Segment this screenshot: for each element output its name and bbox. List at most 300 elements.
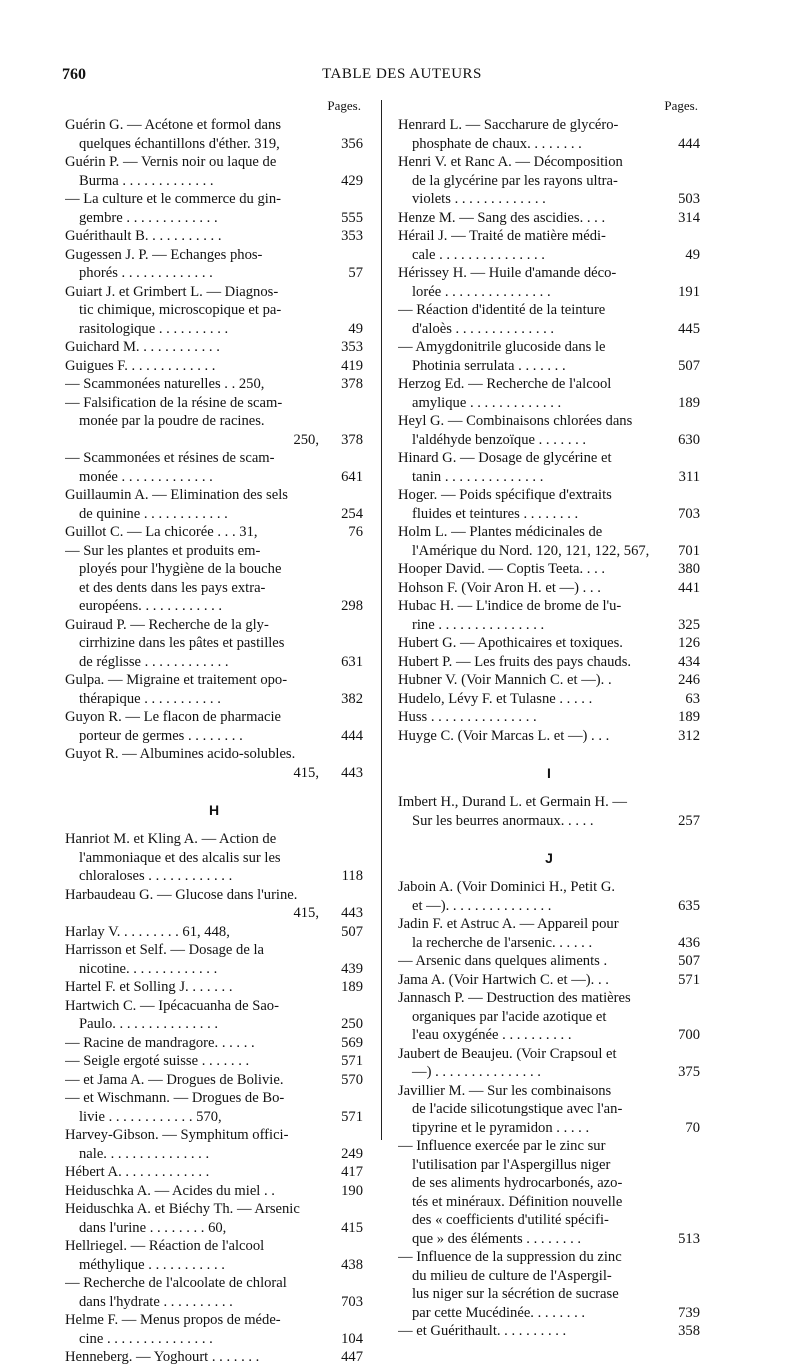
entry-text <box>65 394 323 450</box>
entry-line: — Sur les plantes et produits em- <box>65 542 261 559</box>
entry-line: — Recherche de l'alcoolate de chloral <box>65 1275 287 1291</box>
entries-i <box>398 793 700 830</box>
entry-page-number: 375 <box>678 1064 700 1080</box>
entry-page-number: 70 <box>685 1119 700 1136</box>
entry-line: l'utilisation par l'Aspergillus niger <box>412 1156 611 1173</box>
index-entry <box>65 997 363 1034</box>
entry-text <box>398 579 660 598</box>
entry-page-number: 49 <box>348 320 363 337</box>
entry-page-number: 189 <box>678 394 700 411</box>
entry-text <box>65 997 323 1034</box>
entry-text <box>65 523 323 542</box>
entry-line: monée par la poudre de racines. <box>79 413 265 429</box>
entry-page-number: 571 <box>341 1108 363 1125</box>
index-entry <box>65 1311 363 1348</box>
index-entry <box>65 1182 363 1201</box>
entry-page-number: 641 <box>341 468 363 485</box>
entry-text <box>65 1163 323 1182</box>
index-entry <box>65 338 363 357</box>
entry-text <box>398 671 660 690</box>
entry-line: Harrisson et Self. — Dosage de la <box>65 942 264 958</box>
entry-page-number: 353 <box>341 228 363 244</box>
entry-text <box>65 671 323 708</box>
entry-page-number: 250 <box>341 1016 363 1032</box>
index-entry <box>398 793 700 830</box>
entry-line: Hanriot M. et Kling A. — Action de <box>65 831 277 847</box>
entry-line: d'aloès . . . . . . . . . . . . . . <box>412 320 555 337</box>
entry-line: Jaboin A. (Voir Dominici H., Petit G. <box>398 879 616 895</box>
index-entry <box>65 357 363 376</box>
index-entry <box>65 886 363 923</box>
entry-page-number: 444 <box>341 727 363 744</box>
entry-line: Guérin P. — Vernis noir ou laque de <box>65 154 277 170</box>
entry-page-number: 76 <box>348 524 363 540</box>
entry-text <box>398 560 660 579</box>
index-entry <box>398 486 700 523</box>
entry-page-number: 382 <box>341 690 363 707</box>
entry-text <box>398 301 660 338</box>
entry-line: Hoger. — Poids spécifique d'extraits <box>398 487 612 503</box>
entry-line: fluides et teintures . . . . . . . . <box>412 505 579 522</box>
section-letter-j: J <box>545 850 553 866</box>
entry-text <box>398 449 660 486</box>
entry-text <box>65 1237 323 1274</box>
entry-text <box>65 1071 323 1090</box>
entry-line: tanin . . . . . . . . . . . . . . <box>412 468 544 485</box>
entry-line: — Arsenic dans quelques aliments . <box>398 953 608 969</box>
entry-line: — La culture et le commerce du gin- <box>65 191 281 207</box>
index-entry <box>398 449 700 486</box>
entry-line: Henze M. — Sang des ascidies. . . . <box>398 209 606 226</box>
entry-line: Herzog Ed. — Recherche de l'alcool <box>398 376 612 392</box>
index-entry <box>398 653 700 672</box>
index-entry <box>398 971 700 990</box>
entry-line: tés et minéraux. Définition nouvelle <box>412 1193 623 1210</box>
entry-page-number: 445 <box>678 320 700 337</box>
entry-line: Hubac H. — L'indice de brome de l'u- <box>398 598 622 614</box>
entry-page-number: 630 <box>678 431 700 448</box>
index-entry <box>65 1274 363 1311</box>
entry-text <box>65 1348 323 1367</box>
entry-text <box>65 486 323 523</box>
entry-page-number: 417 <box>341 1164 363 1180</box>
entry-page-number: 503 <box>678 191 700 207</box>
entry-line: Henneberg. — Yoghourt . . . . . . . <box>65 1349 260 1365</box>
entry-line: Heyl G. — Combinaisons chlorées dans <box>398 413 633 429</box>
entry-line: nale. . . . . . . . . . . . . . . <box>79 1145 210 1162</box>
entry-line: Heiduschka A. et Biéchy Th. — Arsenic <box>65 1201 300 1217</box>
column-divider <box>381 100 382 1140</box>
entry-page-number: 570 <box>341 1071 363 1088</box>
entry-line: Jama A. (Voir Hartwich C. et —). . . <box>398 971 609 988</box>
entry-line: — et Jama A. — Drogues de Bolivie. <box>65 1071 284 1088</box>
index-entry <box>398 579 700 598</box>
entry-text <box>398 653 660 672</box>
index-entry <box>398 1248 700 1322</box>
entry-line: — Réaction d'identité de la teinture <box>398 302 606 318</box>
index-entry <box>398 560 700 579</box>
entry-line: Guillot C. — La chicorée . . . 31, <box>65 524 258 540</box>
entry-text <box>398 1082 660 1138</box>
entry-line: rasitologique . . . . . . . . . . <box>79 320 229 337</box>
index-entry <box>65 941 363 978</box>
entry-text <box>398 227 660 264</box>
entry-text <box>398 727 660 746</box>
entry-page-number: 439 <box>341 960 363 977</box>
entry-line: Javillier M. — Sur les combinaisons <box>398 1082 612 1099</box>
entry-line: Imbert H., Durand L. et Germain H. — <box>398 794 627 810</box>
entry-text <box>65 745 323 782</box>
index-entry <box>398 989 700 1045</box>
entry-line: Guillaumin A. — Elimination des sels <box>65 487 288 503</box>
pages-label: Pages. <box>327 98 361 113</box>
index-entry <box>398 227 700 264</box>
entry-text <box>65 227 323 246</box>
entry-line: cale . . . . . . . . . . . . . . . <box>412 246 545 263</box>
index-entry <box>65 830 363 886</box>
entry-line: Jadin F. et Astruc A. — Appareil pour <box>398 916 619 932</box>
entry-line: dans l'hydrate . . . . . . . . . . <box>79 1293 233 1310</box>
index-entry <box>398 153 700 209</box>
index-entry <box>398 915 700 952</box>
entry-line: Helme F. — Menus propos de méde- <box>65 1312 281 1328</box>
entry-page-number: 507 <box>341 923 363 940</box>
entry-line: tic chimique, microscopique et pa- <box>79 302 282 318</box>
entry-page-number: 443 <box>341 905 363 921</box>
entry-page-number: 739 <box>678 1304 700 1321</box>
index-entry <box>398 1137 700 1248</box>
entry-page-number: 701 <box>678 542 700 559</box>
entry-line: Harvey-Gibson. — Symphitum offici- <box>65 1127 289 1143</box>
entry-line: — Racine de mandragore. . . . . . <box>65 1034 255 1051</box>
entry-line: l'aldéhyde benzoïque . . . . . . . <box>412 431 587 448</box>
entry-text <box>398 952 660 971</box>
right-column <box>398 98 700 1341</box>
entry-line: de l'acide silicotungstique avec l'an- <box>412 1101 623 1117</box>
entry-line: chloraloses . . . . . . . . . . . . <box>79 868 233 884</box>
entry-line: Hubert P. — Les fruits des pays chauds. <box>398 653 632 670</box>
entry-line: organiques par l'acide azotique et <box>412 1008 607 1025</box>
entry-line: Hartwich C. — Ipécacuanha de Sao- <box>65 997 279 1014</box>
entry-line: Guiraud P. — Recherche de la gly- <box>65 616 269 633</box>
entry-line: Hartel F. et Solling J. . . . . . . <box>65 979 233 995</box>
index-entry <box>398 952 700 971</box>
entry-page-number: 436 <box>678 934 700 951</box>
entry-page-number: 104 <box>341 1330 363 1347</box>
entry-page-number: 312 <box>678 727 700 744</box>
entry-text <box>65 542 323 616</box>
entry-text <box>65 357 323 376</box>
entry-text <box>398 338 660 375</box>
entry-line: — et Wischmann. — Drogues de Bo- <box>65 1090 285 1106</box>
entry-text <box>65 375 323 394</box>
entry-text <box>65 1052 323 1071</box>
entry-text <box>398 634 660 653</box>
entry-text <box>398 153 660 209</box>
entry-line: — et Guérithault. . . . . . . . . . <box>398 1323 567 1339</box>
entry-page-number: 571 <box>678 971 700 988</box>
entry-line: de la glycérine par les rayons ultra- <box>412 172 618 189</box>
entry-line: phorés . . . . . . . . . . . . . <box>79 265 213 281</box>
entry-line: cine . . . . . . . . . . . . . . . <box>79 1330 213 1347</box>
entry-text <box>398 989 660 1045</box>
entry-line: —) . . . . . . . . . . . . . . . <box>412 1064 541 1080</box>
index-entry <box>398 523 700 560</box>
index-entry <box>65 1071 363 1090</box>
index-entry <box>65 671 363 708</box>
entry-line: l'ammoniaque et des alcalis sur les <box>79 849 281 866</box>
entry-text <box>65 1182 323 1201</box>
index-entry <box>398 634 700 653</box>
entry-page-number: 555 <box>341 209 363 226</box>
index-entry <box>65 923 363 942</box>
page-header <box>62 66 742 88</box>
entry-line: de réglisse . . . . . . . . . . . . <box>79 653 229 670</box>
index-entry <box>398 1045 700 1082</box>
entry-line: et des dents dans les pays extra- <box>79 579 266 596</box>
entry-line: européens. . . . . . . . . . . . <box>79 598 223 614</box>
entry-line: — Amygdonitrile glucoside dans le <box>398 339 606 355</box>
entry-line: 415, <box>293 905 319 921</box>
entry-text <box>65 1311 323 1348</box>
entry-line: Guérin G. — Acétone et formol dans <box>65 117 282 133</box>
entry-page-number: 257 <box>678 812 700 829</box>
entry-line: — Influence exercée par le zinc sur <box>398 1138 606 1154</box>
index-entry <box>398 412 700 449</box>
index-entry <box>65 1200 363 1237</box>
index-entry <box>398 878 700 915</box>
entry-text <box>398 523 660 560</box>
entry-page-number: 246 <box>678 672 700 688</box>
entry-line: porteur de germes . . . . . . . . <box>79 727 243 744</box>
entry-line: Hérissey H. — Huile d'amande déco- <box>398 265 617 281</box>
entry-line: Guigues F. . . . . . . . . . . . . <box>65 357 216 374</box>
entry-line: du milieu de culture de l'Aspergil- <box>412 1267 612 1284</box>
entry-text <box>398 486 660 523</box>
index-entry <box>65 978 363 997</box>
entry-page-number: 415 <box>341 1219 363 1236</box>
section-letter-h: H <box>208 802 220 818</box>
index-entry <box>65 486 363 523</box>
entry-text <box>398 793 660 830</box>
entry-text <box>65 449 323 486</box>
entry-text <box>65 190 323 227</box>
entry-text <box>398 690 660 709</box>
entry-line: — Influence de la suppression du zinc <box>398 1249 622 1265</box>
entry-line: lus niger sur la sécrétion de sucrase <box>412 1286 619 1302</box>
entry-line: livie . . . . . . . . . . . . 570, <box>79 1108 222 1125</box>
index-entry <box>398 264 700 301</box>
entry-text <box>398 209 660 228</box>
entry-line: 415, <box>293 764 319 781</box>
index-entry <box>65 523 363 542</box>
index-entry <box>65 708 363 745</box>
index-entry <box>398 727 700 746</box>
pages-label: Pages. <box>664 98 698 113</box>
entry-text <box>65 338 323 357</box>
entry-line: quelques échantillons d'éther. 319, <box>79 135 280 152</box>
entry-line: Hooper David. — Coptis Teeta. . . . <box>398 561 606 577</box>
index-entry <box>65 394 363 450</box>
entry-line: gembre . . . . . . . . . . . . . <box>79 209 218 226</box>
entry-line: Sur les beurres anormaux. . . . . <box>412 812 594 829</box>
entry-page-number: 419 <box>341 357 363 374</box>
entry-line: Guichard M. . . . . . . . . . . . <box>65 339 220 355</box>
entry-text <box>65 1034 323 1053</box>
entry-text <box>398 708 660 727</box>
index-entry <box>398 338 700 375</box>
entry-page-number: 429 <box>341 172 363 189</box>
entry-text <box>65 246 323 283</box>
index-entry <box>398 708 700 727</box>
entry-page-number: 507 <box>678 357 700 374</box>
entry-page-number: 434 <box>678 653 700 670</box>
entry-text <box>65 941 323 978</box>
entry-line: — Scammonées naturelles . . 250, <box>65 376 265 392</box>
entry-page-number: 190 <box>341 1182 363 1199</box>
index-entry <box>398 671 700 690</box>
entry-line: ployés pour l'hygiène de la bouche <box>79 561 282 577</box>
entry-page-number: 378 <box>341 431 363 448</box>
entry-line: lorée . . . . . . . . . . . . . . . <box>412 283 551 300</box>
index-entry <box>65 542 363 616</box>
entry-line: Gulpa. — Migraine et traitement opo- <box>65 672 288 688</box>
index-entry <box>398 1082 700 1138</box>
entry-text <box>65 1274 323 1311</box>
entry-text <box>398 1045 660 1082</box>
entry-line: Hellriegel. — Réaction de l'alcool <box>65 1238 265 1254</box>
index-entry <box>65 1237 363 1274</box>
entry-page-number: 703 <box>678 505 700 522</box>
entry-text <box>65 708 323 745</box>
entry-line: Guérithault B. . . . . . . . . . . <box>65 228 222 244</box>
entry-page-number: 189 <box>341 979 363 995</box>
entry-text <box>65 886 323 923</box>
entry-text <box>65 1200 323 1237</box>
entry-page-number: 569 <box>341 1034 363 1051</box>
entry-line: l'eau oxygénée . . . . . . . . . . <box>412 1027 572 1043</box>
entry-text <box>65 978 323 997</box>
entry-line: des « coefficients d'utilité spécifi- <box>412 1212 609 1228</box>
entry-line: Hubner V. (Voir Mannich C. et —). . <box>398 672 612 688</box>
entry-line: Hohson F. (Voir Aron H. et —) . . . <box>398 579 601 596</box>
index-entry <box>65 745 363 782</box>
entry-line: Burma . . . . . . . . . . . . . <box>79 172 214 189</box>
entry-text <box>398 878 660 915</box>
entry-page-number: 353 <box>341 339 363 355</box>
entries-g <box>65 116 363 782</box>
entry-line: nicotine. . . . . . . . . . . . . <box>79 960 218 977</box>
entry-page-number: 700 <box>678 1027 700 1043</box>
index-entry <box>398 690 700 709</box>
entry-page-number: 325 <box>678 616 700 633</box>
entry-line: phosphate de chaux. . . . . . . . <box>412 135 582 152</box>
running-title: TABLE DES AUTEURS <box>322 66 482 82</box>
entry-line: 250, <box>293 431 319 448</box>
entry-line: — Seigle ergoté suisse . . . . . . . <box>65 1053 250 1069</box>
entry-text <box>65 830 323 886</box>
entry-page-number: 191 <box>678 283 700 300</box>
index-entry <box>398 209 700 228</box>
entries-j <box>398 878 700 1341</box>
entry-line: de ses aliments hydrocarbonés, azo- <box>412 1175 623 1191</box>
entry-text <box>398 915 660 952</box>
entry-text <box>398 597 660 634</box>
entry-line: Huyge C. (Voir Marcas L. et —) . . . <box>398 727 610 744</box>
entry-page-number: 443 <box>341 764 363 781</box>
index-entry <box>65 1089 363 1126</box>
entry-line: Hébert A. . . . . . . . . . . . . <box>65 1164 210 1180</box>
entry-page-number: 126 <box>678 635 700 651</box>
entry-line: Huss . . . . . . . . . . . . . . . <box>398 709 537 725</box>
entry-line: méthylique . . . . . . . . . . . <box>79 1256 225 1273</box>
entry-line: Hinard G. — Dosage de glycérine et <box>398 450 612 466</box>
index-entry <box>65 1348 363 1367</box>
entry-line: — Falsification de la résine de scam- <box>65 394 283 411</box>
entry-text <box>65 153 323 190</box>
entry-text <box>398 264 660 301</box>
entry-text <box>398 116 660 153</box>
index-entry <box>65 246 363 283</box>
index-entry <box>65 375 363 394</box>
entry-page-number: 635 <box>678 897 700 914</box>
left-column <box>65 98 363 1367</box>
entry-text <box>65 1089 323 1126</box>
entry-line: de quinine . . . . . . . . . . . . <box>79 505 228 522</box>
entry-line: Hudelo, Lévy F. et Tulasne . . . . . <box>398 690 593 707</box>
entry-line: Paulo. . . . . . . . . . . . . . . <box>79 1016 219 1032</box>
index-entry <box>398 1322 700 1341</box>
entry-text <box>398 971 660 990</box>
index-entry <box>398 375 700 412</box>
entries-h <box>65 830 363 1367</box>
entry-line: thérapique . . . . . . . . . . . <box>79 690 221 707</box>
index-entry <box>398 597 700 634</box>
entry-page-number: 378 <box>341 376 363 392</box>
entry-line: rine . . . . . . . . . . . . . . . <box>412 616 545 633</box>
index-entry <box>65 1052 363 1071</box>
entry-line: Jannasch P. — Destruction des matières <box>398 990 631 1006</box>
entry-text <box>398 1322 660 1341</box>
index-entry <box>65 1034 363 1053</box>
entry-page-number: 447 <box>341 1349 363 1365</box>
entry-line: Guiart J. et Grimbert L. — Diagnos- <box>65 283 279 300</box>
entry-line: — Scammonées et résines de scam- <box>65 450 275 466</box>
entry-page-number: 118 <box>341 868 363 884</box>
entry-page-number: 438 <box>341 1256 363 1273</box>
entry-page-number: 63 <box>685 690 700 707</box>
entry-line: Jaubert de Beaujeu. (Voir Crapsoul et <box>398 1045 617 1062</box>
entry-line: et —). . . . . . . . . . . . . . . <box>412 897 552 914</box>
entry-line: la recherche de l'arsenic. . . . . . <box>412 934 593 951</box>
entry-line: Heiduschka A. — Acides du miel . . <box>65 1182 275 1199</box>
index-entry <box>398 116 700 153</box>
index-entry <box>65 153 363 190</box>
entry-page-number: 311 <box>678 468 700 485</box>
entry-line: monée . . . . . . . . . . . . . <box>79 468 213 485</box>
entry-text <box>65 116 323 153</box>
entry-page-number: 57 <box>348 265 363 281</box>
index-entry <box>398 301 700 338</box>
entry-line: Hubert G. — Apothicaires et toxiques. <box>398 635 623 651</box>
entries-h-continued <box>398 116 700 745</box>
entry-line: Gugessen J. P. — Echanges phos- <box>65 246 263 263</box>
entry-page-number: 571 <box>341 1053 363 1069</box>
index-entry <box>65 1126 363 1163</box>
entry-text <box>398 1137 660 1248</box>
entry-line: Hérail J. — Traité de matière médi- <box>398 228 606 244</box>
entry-page-number: 631 <box>341 653 363 670</box>
